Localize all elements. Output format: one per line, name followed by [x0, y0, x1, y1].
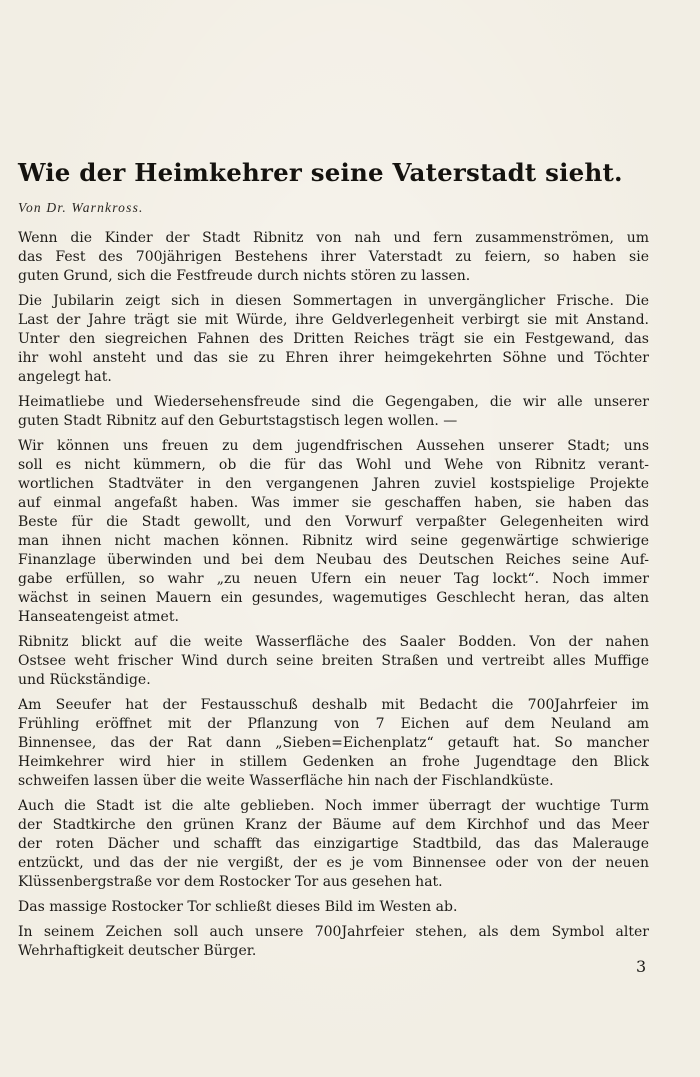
text-line: und Rückständige. [18, 672, 151, 688]
text-line: In seinem Zeichen soll auch unsere 700Jahrfeier stehen, als dem Symbol alter [18, 924, 649, 940]
text-line: Wir können uns freuen zu dem jugendfrischen Aussehen unserer Stadt; uns [18, 438, 649, 454]
paragraph [18, 923, 649, 961]
text-line: Heimkehrer wird hier in stillem Gedenken an frohe Jugendtage den Blick [18, 754, 649, 770]
text-line: wächst in seinen Mauern ein gesundes, wagemutiges Geschlecht heran, das alten [18, 590, 649, 606]
text-line: das Fest des 700jährigen Bestehens ihrer Vaterstadt zu feiern, so haben sie [18, 249, 649, 265]
text-line: guten Grund, sich die Festfreude durch nichts stören zu lassen. [18, 268, 471, 284]
paragraph [18, 437, 649, 627]
paragraph [18, 393, 649, 431]
text-line: entzückt, und das der nie vergißt, der es je vom Binnensee oder von der neuen [18, 855, 649, 871]
paragraph [18, 229, 649, 286]
paragraph [18, 633, 649, 690]
text-line: Heimatliebe und Wiedersehensfreude sind die Gegengaben, die wir alle unserer [18, 394, 649, 410]
text-line: Wehrhaftigkeit deutscher Bürger. [18, 943, 257, 959]
text-line: Das massige Rostocker Tor schließt dieses Bild im Westen ab. [18, 899, 458, 915]
page-number: 3 [636, 957, 647, 976]
text-line: Klüssenbergstraße vor dem Rostocker Tor aus gesehen hat. [18, 874, 443, 890]
article-body [18, 229, 649, 967]
paragraph [18, 696, 649, 791]
text-line: Unter den siegreichen Fahnen des Dritten Reiches trägt sie ein Festgewand, das [18, 331, 649, 347]
text-line: Am Seeufer hat der Festausschuß deshalb mit Bedacht die 700Jahrfeier im [18, 697, 649, 713]
paragraph [18, 292, 649, 387]
text-line: Wenn die Kinder der Stadt Ribnitz von nah und fern zusammenströmen, um [18, 230, 649, 246]
text-line: ihr wohl ansteht und das sie zu Ehren ihrer heimgekehrten Söhne und Töchter [18, 350, 649, 366]
text-line: Last der Jahre trägt sie mit Würde, ihre Geldverlegenheit verbirgt sie mit Anstand. [18, 312, 649, 328]
text-line: gabe erfüllen, so wahr „zu neuen Ufern ein neuer Tag lockt“. Noch immer [18, 571, 649, 587]
article-byline: Von Dr. Warnkross. [18, 200, 144, 215]
text-line: auf einmal angefaßt haben. Was immer sie geschaffen haben, sie haben das [18, 495, 649, 511]
text-line: Die Jubilarin zeigt sich in diesen Sommertagen in unvergänglicher Frische. Die [18, 293, 649, 309]
text-line: wortlichen Stadtväter in den vergangenen Jahren zuviel kostspielige Projekte [18, 476, 649, 492]
text-line: schweifen lassen über die weite Wasserfläche hin nach der Fischlandküste. [18, 773, 554, 789]
text-line: soll es nicht kümmern, ob die für das Wohl und Wehe von Ribnitz verant- [18, 457, 649, 473]
paragraph [18, 797, 649, 892]
text-line: Finanzlage überwinden und bei dem Neubau des Deutschen Reiches seine Auf- [18, 552, 649, 568]
text-line: Ribnitz blickt auf die weite Wasserfläche des Saaler Bodden. Von der nahen [18, 634, 649, 650]
text-line: guten Stadt Ribnitz auf den Geburtstagstisch legen wollen. — [18, 413, 458, 429]
text-line: angelegt hat. [18, 369, 112, 385]
paragraph [18, 898, 649, 917]
text-line: Beste für die Stadt gewollt, und den Vorwurf verpaßter Gelegenheiten wird [18, 514, 649, 530]
text-line: man ihnen nicht machen können. Ribnitz wird seine gegenwärtige schwierige [18, 533, 649, 549]
text-line: Hanseatengeist atmet. [18, 609, 179, 625]
text-line: der roten Dächer und schafft das einzigartige Stadtbild, das das Malerauge [18, 836, 649, 852]
text-line: Auch die Stadt ist die alte geblieben. Noch immer überragt der wuchtige Turm [18, 798, 649, 814]
text-line: der Stadtkirche den grünen Kranz der Bäume auf dem Kirchhof und das Meer [18, 817, 649, 833]
text-line: Frühling eröffnet mit der Pflanzung von 7 Eichen auf dem Neuland am [18, 716, 649, 732]
article-title: Wie der Heimkehrer seine Vaterstadt sieht. [18, 158, 623, 187]
text-line: Ostsee weht frischer Wind durch seine breiten Straßen und vertreibt alles Muffige [18, 653, 649, 669]
text-line: Binnensee, das der Rat dann „Sieben=Eichenplatz“ getauft hat. So mancher [18, 735, 649, 751]
